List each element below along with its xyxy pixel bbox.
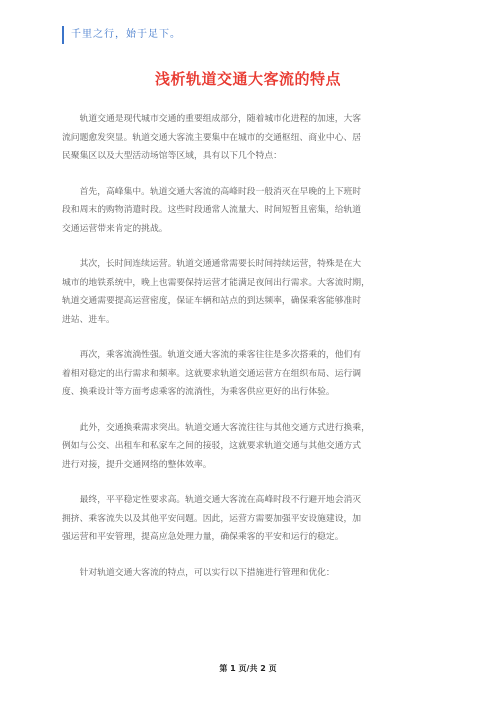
paragraph-line: 此外，交通换乘需求突出。轨道交通大客流往往与其他交通方式进行换乘， — [79, 422, 370, 433]
paragraph-line: 着相对稳定的出行需求和频率。这就要求轨道交通运营方在组织布局、运行调 — [62, 368, 362, 379]
paragraph-line: 其次，长时间连续运营。轨道交通通常需要长时间持续运营，特殊是在大 — [79, 259, 362, 269]
paragraph-line: 段和周末的购物消遣时段。这些时段通常人流量大、时间短暂且密集，给轨道 — [62, 205, 362, 215]
paragraph-line: 流问题愈发突显。轨道交通大客流主要集中在城市的交通枢纽、商业中心、居 — [62, 132, 362, 143]
paragraph-line: 首先，高峰集中。轨道交通大客流的高峰时段一般消灭在早晚的上下班时 — [79, 186, 362, 197]
paragraph-line: 交通运营带来肯定的挑战。 — [62, 223, 168, 234]
paragraph — [62, 564, 434, 583]
paragraph-line: 再次，乘客流淌性强。轨道交通大客流的乘客往往是多次搭乘的，他们有 — [79, 350, 362, 360]
paragraph-line: 最终，平平稳定性要求高。轨道交通大客流在高峰时段不行避开地会消灭 — [79, 495, 362, 505]
paragraph — [62, 183, 434, 239]
paragraph — [62, 110, 434, 166]
paragraph-line: 强运营和平安管理，提高应急处理力量，确保乘客的平安和运行的稳定。 — [62, 532, 344, 542]
paragraph — [62, 255, 434, 329]
page-header-motto: 千里之行，始于足下。 — [62, 26, 181, 44]
paragraph-line: 针对轨道交通大客流的特点，可以实行以下措施进行管理和优化： — [79, 567, 335, 578]
paragraph-line: 民聚集区以及大型活动场馆等区域，具有以下几个特点： — [62, 151, 282, 161]
page-number: 第 1 页/共 2 页 — [219, 664, 277, 673]
paragraph-line: 轨道交通需要提高运营密度，保证车辆和站点的到达频率，确保乘客能够准时 — [62, 296, 362, 306]
paragraph-line: 进站、进车。 — [62, 314, 115, 325]
paragraph-line: 度、换乘设计等方面考虑乘客的流淌性，为乘客供应更好的出行体验。 — [62, 387, 335, 397]
paragraph-line: 轨道交通是现代城市交通的重要组成部分，随着城市化进程的加速，大客 — [79, 114, 362, 124]
document-body — [62, 110, 434, 599]
paragraph — [62, 419, 434, 475]
document-title: 浅析轨道交通大客流的特点 — [154, 70, 341, 88]
paragraph-line: 拥挤、乘客流失以及其他平安问题。因此，运营方需要加强平安设施建设，加 — [62, 513, 362, 524]
paragraph-line: 城市的地铁系统中，晚上也需要保持运营才能满足夜间出行需求。大客流时期， — [62, 277, 370, 288]
paragraph-line: 进行对接，提升交通网络的整体效率。 — [62, 459, 212, 470]
paragraph — [62, 491, 434, 547]
paragraph-line: 例如与公交、出租车和私家车之间的接驳，这就要求轨道交通与其他交通方式 — [62, 441, 362, 451]
paragraph — [62, 346, 434, 402]
